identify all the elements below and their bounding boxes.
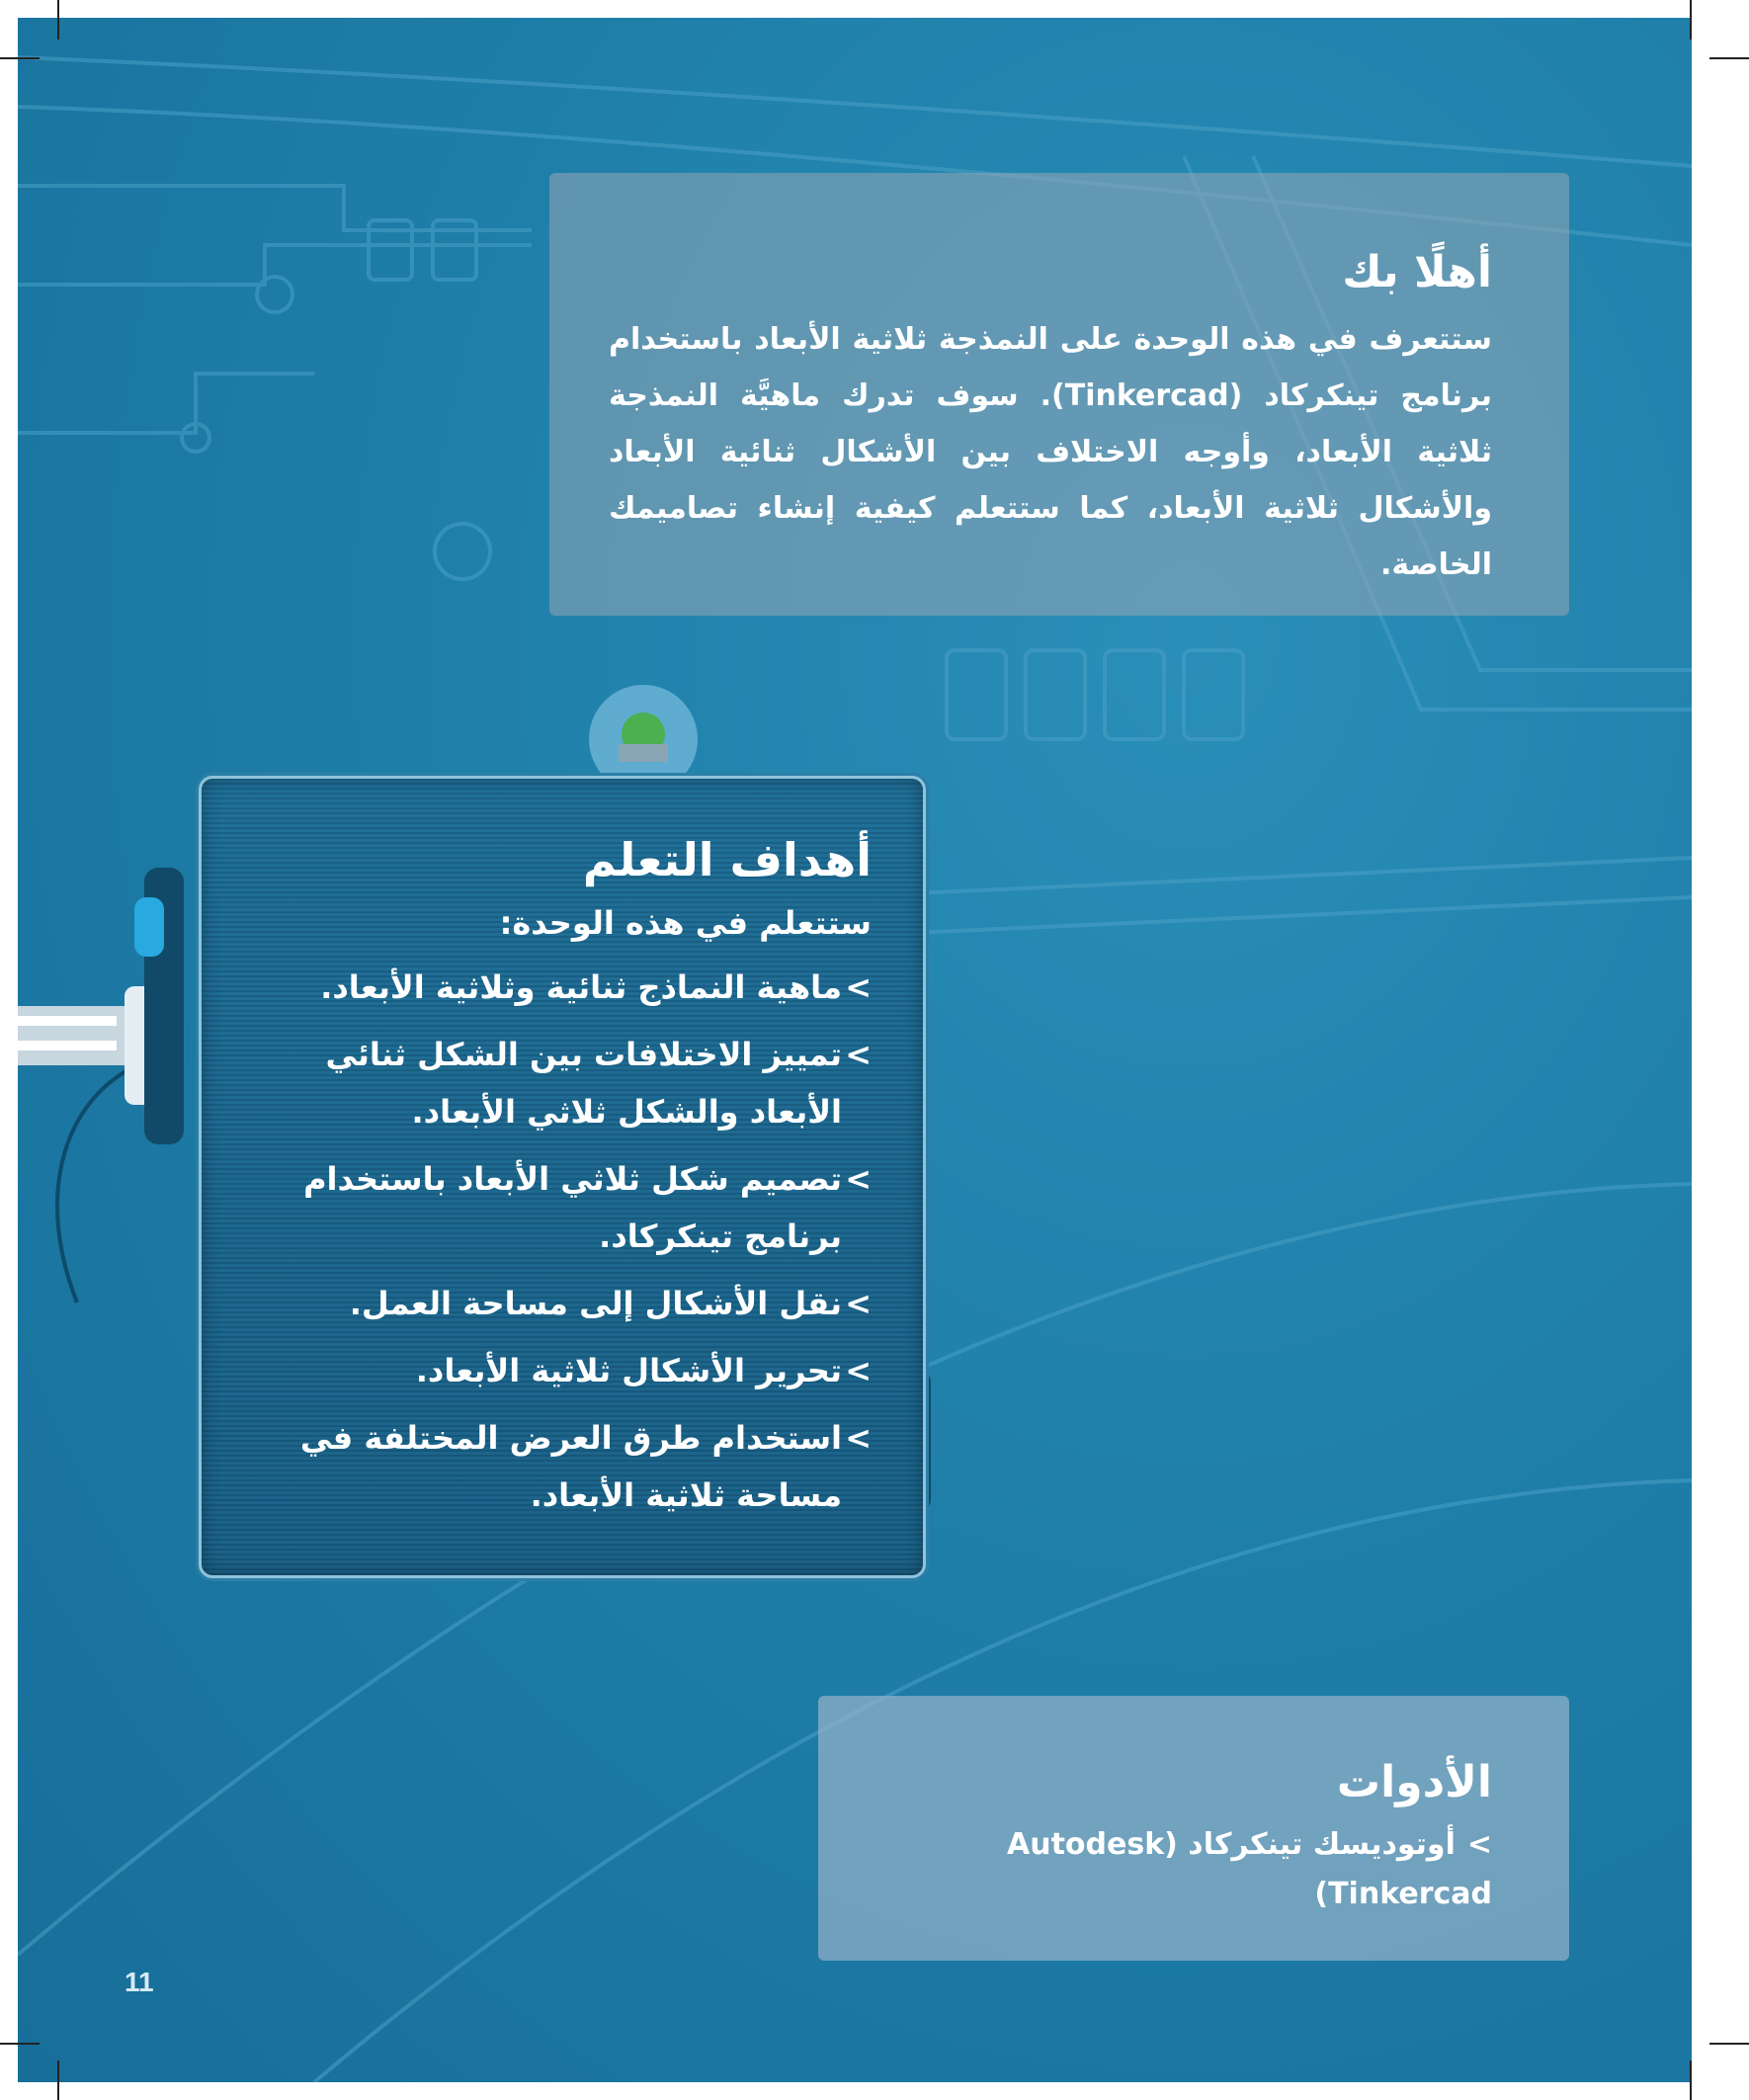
bullet-marker: > [845,1352,872,1389]
list-item-text: نقل الأشكال إلى مساحة العمل. [349,1285,842,1322]
list-item-text: تمييز الاختلافات بين الشكل ثنائي الأبعاد والشكل ثلاثي الأبعاد. [325,1036,842,1131]
welcome-panel [549,173,1569,616]
list-item-text: تصميم شكل ثلاثي الأبعاد باستخدام برنامج تينكركاد. [303,1160,842,1255]
crop-mark [1690,2060,1692,2100]
bullet-marker: > [845,968,872,1006]
welcome-body: ستتعرف في هذه الوحدة على النمذجة ثلاثية الأبعاد باستخدام برنامج تينكركاد (Tinkercad). سوف تدرك ماهيَّة النمذجة ثلاثية الأبعاد، وأوجه الاختلاف بين الأشكال ثنائية الأبعاد والأشكال ثلاثية الأبعاد، كما ستتعلم كيفية إنشاء تصاميمك الخاصة. [609,322,1492,582]
tools-panel [818,1696,1569,1961]
crop-mark [1709,2043,1749,2045]
list-item [241,1275,872,1332]
crop-mark [0,2043,40,2045]
bullet-marker: > [845,1419,872,1457]
bullet-marker: > [845,1285,872,1322]
list-item [241,1150,872,1265]
list-item [241,1342,872,1399]
objectives-title: أهداف التعلم [582,833,872,886]
crop-mark [1690,0,1692,40]
crop-mark [1709,57,1749,59]
list-item-text: استخدام طرق العرض المختلفة في مساحة ثلاثية الأبعاد. [299,1419,842,1514]
list-item-text: تحرير الأشكال ثلاثية الأبعاد. [415,1352,842,1389]
tools-title: الأدوات [1336,1757,1492,1807]
bullet-marker: > [1466,1827,1492,1862]
list-item [241,959,872,1016]
bullet-marker: > [845,1160,872,1198]
welcome-title: أهلًا بك [1342,247,1492,297]
list-item [241,1026,872,1140]
crop-mark [57,2060,59,2100]
list-item-text: ماهية النماذج ثنائية وثلاثية الأبعاد. [320,968,842,1006]
bullet-marker: > [845,1036,872,1073]
learning-objectives-panel [199,776,926,1578]
list-item-text: أوتوديسك تينكركاد (Autodesk Tinkercad) [1007,1827,1492,1911]
page-background [18,18,1692,2082]
list-item [241,1409,872,1524]
page-number: 11 [125,1967,154,1997]
crop-mark [57,0,59,40]
crop-mark [0,57,40,59]
objectives-list [241,959,872,1524]
list-item [858,1820,1492,1919]
objectives-intro: ستتعلم في هذه الوحدة: [499,904,872,942]
